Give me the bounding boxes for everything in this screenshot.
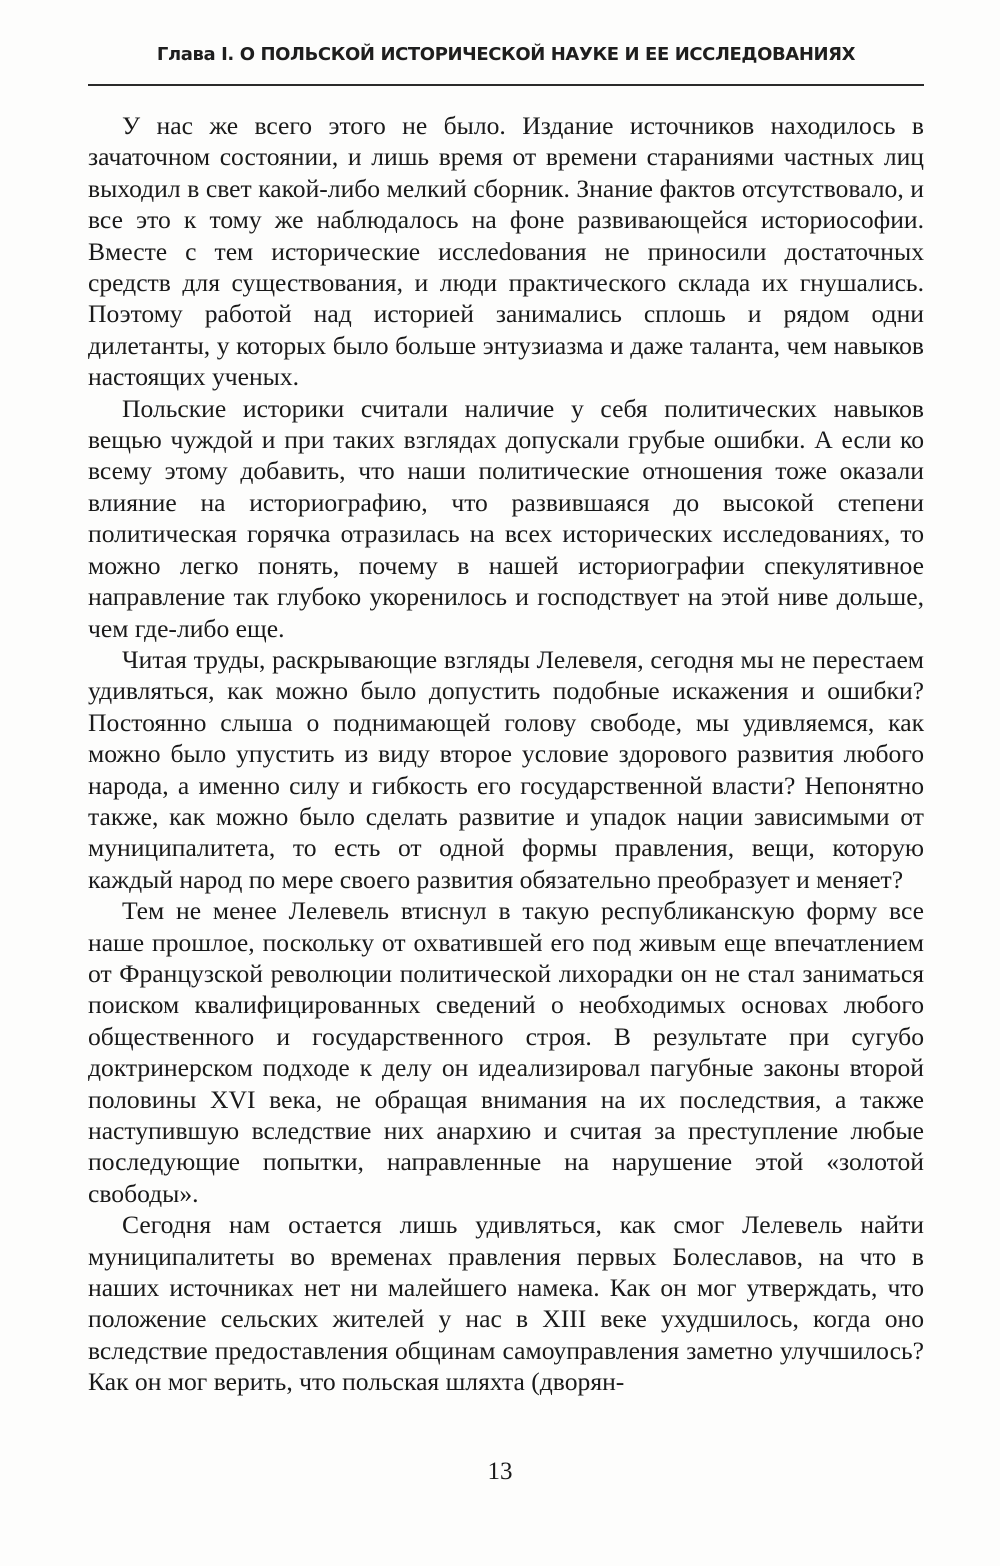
- header-rule: [88, 84, 924, 86]
- paragraph: Читая труды, раскрывающие взгляды Лелевеля, сегодня мы не перестаем удивляться, как можно было допустить подобные искажения и ошибки? Постоянно слыша о поднимающей голову свободе, мы удивляемся, как можно было упустить из виду второе условие здорового развития любого народа, а именно силу и гибкость его государственной власти? Непонятно также, как можно было сделать развитие и упадок нации зависимыми от муниципалитета, то есть от одной формы правления, вещи, которую каждый народ по мере своего развития обязательно преобразует и меняет?: [88, 644, 924, 894]
- body-text: [88, 110, 924, 1398]
- running-head: Глава I. О ПОЛЬСКОЙ ИСТОРИЧЕСКОЙ НАУКЕ И ЕЕ ИССЛЕДОВАНИЯХ: [156, 44, 856, 65]
- paragraph: Сегодня нам остается лишь удивляться, как смог Лелевель найти муниципалитеты во временах правления первых Болеславов, на что в наших источниках нет ни малейшего намека. Как он мог утверждать, что положение сельских жителей у нас в XIII веке ухудшилось, когда оно вследствие предоставления общинам самоуправления заметно улучшилось? Как он мог верить, что польская шляхта (дворян-: [88, 1210, 924, 1397]
- page-number: 13: [487, 1458, 513, 1485]
- paragraph: Тем не менее Лелевель втиснул в такую республиканскую форму все наше прошлое, поскольку от охватившей его под живым еще впечатлением от Французской революции политической лихорадки он не стал заниматься поиском квалифицированных сведений о необходимых основах любого общественного и государственного строя. В результате при сугубо доктринерском подходе к делу он идеализировал пагубные законы второй половины XVI века, не обращая внимания на их последствия, а также наступившую вследствие них анархию и считая за преступление любые последующие попытки, направленные на нарушение этой «золотой свободы».: [88, 896, 924, 1208]
- paragraph: У нас же всего этого не было. Издание источников находилось в зачаточном состоянии, и лишь время от времени стараниями частных лиц выходил в свет какой-либо мелкий сборник. Знание фактов отсутствовало, и все это к тому же наблюдалось на фоне развивающейся историософии. Вместе с тем исторические исслеdования не приносили достаточных средств для существования, и люди практического склада их гнушались. Поэтому работой над историей занимались сплошь и рядом одни дилетанты, у которых было больше энтузиазма и даже таланта, чем навыков настоящих ученых.: [88, 111, 924, 392]
- paragraph: Польские историки считали наличие у себя политических навыков вещью чуждой и при таких взглядах допускали грубые ошибки. А если ко всему этому добавить, что наши политические отношения тоже оказали влияние на историографию, что развившаяся до высокой степени политическая горячка отразилась на всех исторических исследованиях, то можно легко понять, почему в нашей историографии спекулятивное направление так глубоко укоренилось и господствует на этой ниве дольше, чем где-либо еще.: [88, 393, 924, 643]
